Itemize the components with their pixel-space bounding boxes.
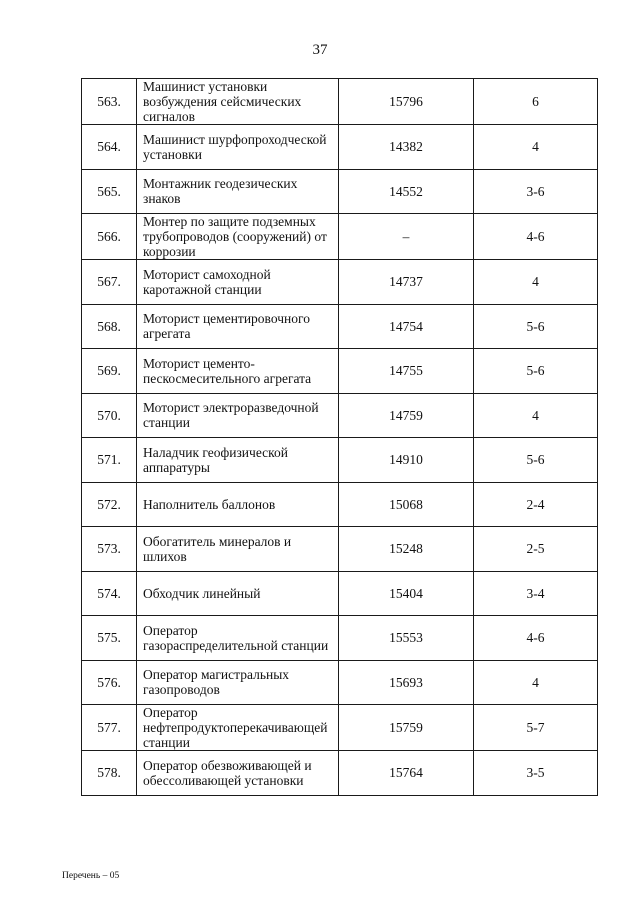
table-row — [82, 705, 598, 751]
row-number: 569. — [82, 349, 137, 394]
footer-document-label: Перечень – 05 — [62, 871, 120, 881]
page-number: 37 — [312, 42, 328, 58]
profession-name: Обходчик линейный — [137, 571, 339, 616]
row-number: 572. — [82, 482, 137, 527]
profession-name: Оператор магистральных газопроводов — [137, 660, 339, 705]
profession-name: Наладчик геофизической аппаратуры — [137, 438, 339, 483]
row-number: 570. — [82, 393, 137, 438]
row-number: 576. — [82, 660, 137, 705]
table-row — [82, 438, 598, 483]
qualification-grade: 4-6 — [474, 214, 598, 260]
table-row — [82, 527, 598, 572]
qualification-grade: 3-5 — [474, 751, 598, 796]
profession-code: 15759 — [339, 705, 474, 751]
profession-code: 14754 — [339, 304, 474, 349]
row-number: 578. — [82, 751, 137, 796]
qualification-grade: 2-5 — [474, 527, 598, 572]
profession-code: 15248 — [339, 527, 474, 572]
profession-code: 14737 — [339, 260, 474, 305]
qualification-grade: 3-4 — [474, 571, 598, 616]
row-number: 567. — [82, 260, 137, 305]
profession-code: 15764 — [339, 751, 474, 796]
table-row — [82, 616, 598, 661]
table-row — [82, 393, 598, 438]
profession-name: Машинист установки возбуждения сейсмических сигналов — [137, 79, 339, 125]
row-number: 566. — [82, 214, 137, 260]
qualification-grade: 6 — [474, 79, 598, 125]
profession-name: Обогатитель минералов и шлихов — [137, 527, 339, 572]
table-row — [82, 260, 598, 305]
profession-name: Оператор газораспределительной станции — [137, 616, 339, 661]
table-row — [82, 349, 598, 394]
row-number: 568. — [82, 304, 137, 349]
qualification-grade: 4 — [474, 660, 598, 705]
row-number: 563. — [82, 79, 137, 125]
row-number: 565. — [82, 169, 137, 214]
qualification-grade: 4 — [474, 260, 598, 305]
profession-name: Монтер по защите подземных трубопроводов (сооружений) от коррозии — [137, 214, 339, 260]
profession-name: Монтажник геодезических знаков — [137, 169, 339, 214]
table-row — [82, 169, 598, 214]
profession-code: 15068 — [339, 482, 474, 527]
qualification-grade: 4 — [474, 125, 598, 170]
table-row — [82, 482, 598, 527]
qualification-grade: 5-6 — [474, 304, 598, 349]
profession-name: Оператор нефтепродуктоперекачивающей станции — [137, 705, 339, 751]
table-row — [82, 214, 598, 260]
profession-code: 14910 — [339, 438, 474, 483]
profession-code: 15693 — [339, 660, 474, 705]
profession-name: Моторист цементо-пескосмесительного агрегата — [137, 349, 339, 394]
row-number: 573. — [82, 527, 137, 572]
row-number: 574. — [82, 571, 137, 616]
profession-code: – — [339, 214, 474, 260]
table-row — [82, 125, 598, 170]
qualification-grade: 4-6 — [474, 616, 598, 661]
profession-name: Моторист самоходной каротажной станции — [137, 260, 339, 305]
table-row — [82, 751, 598, 796]
profession-code: 15553 — [339, 616, 474, 661]
qualification-grade: 5-6 — [474, 438, 598, 483]
table-row — [82, 571, 598, 616]
profession-name: Моторист цементировочного агрегата — [137, 304, 339, 349]
qualification-grade: 3-6 — [474, 169, 598, 214]
table-row — [82, 660, 598, 705]
row-number: 577. — [82, 705, 137, 751]
row-number: 571. — [82, 438, 137, 483]
profession-code: 14382 — [339, 125, 474, 170]
qualification-grade: 2-4 — [474, 482, 598, 527]
profession-name: Машинист шурфопроходческой установки — [137, 125, 339, 170]
profession-table-body — [82, 79, 598, 796]
profession-name: Наполнитель баллонов — [137, 482, 339, 527]
qualification-grade: 5-6 — [474, 349, 598, 394]
profession-code: 15404 — [339, 571, 474, 616]
table-row — [82, 79, 598, 125]
profession-code: 14552 — [339, 169, 474, 214]
profession-code: 14755 — [339, 349, 474, 394]
profession-code: 15796 — [339, 79, 474, 125]
table-row — [82, 304, 598, 349]
profession-name: Моторист электроразведочной станции — [137, 393, 339, 438]
row-number: 564. — [82, 125, 137, 170]
profession-code: 14759 — [339, 393, 474, 438]
qualification-grade: 4 — [474, 393, 598, 438]
profession-table — [81, 78, 598, 796]
profession-name: Оператор обезвоживающей и обессоливающей установки — [137, 751, 339, 796]
row-number: 575. — [82, 616, 137, 661]
qualification-grade: 5-7 — [474, 705, 598, 751]
